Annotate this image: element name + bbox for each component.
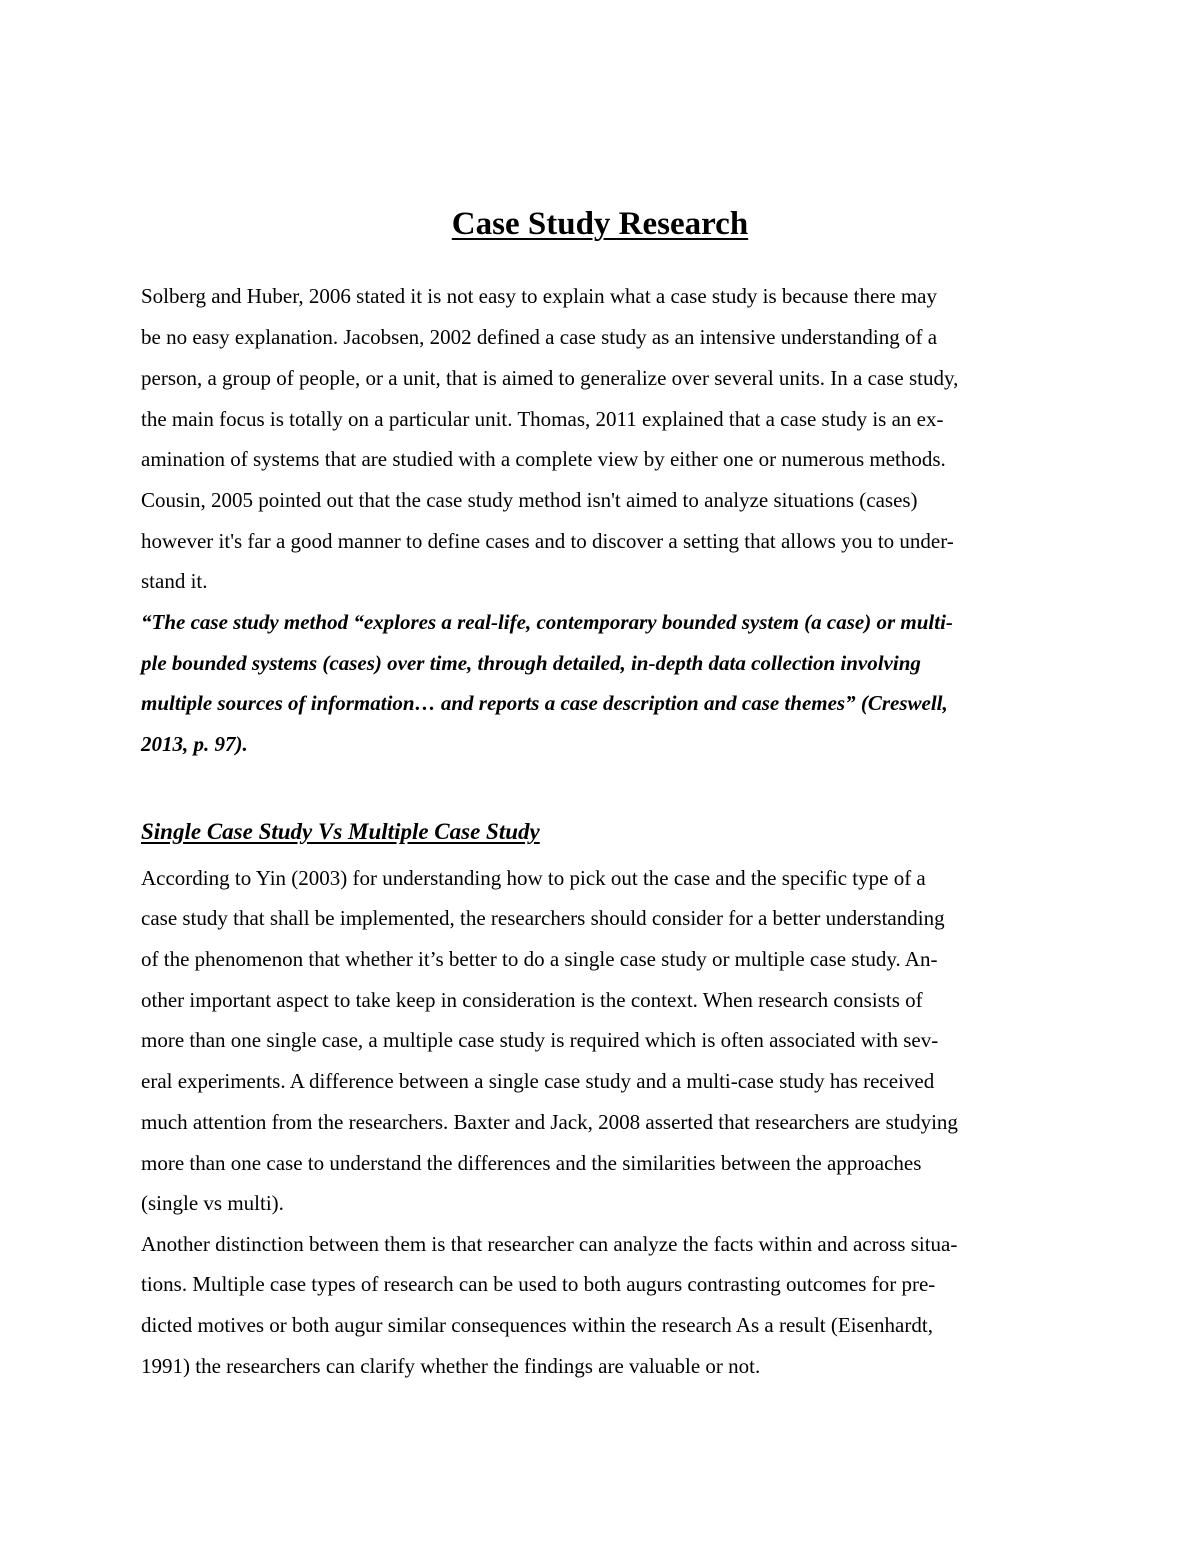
text-line: (single vs multi). (141, 1191, 284, 1215)
quote-line: 2013, p. 97). (141, 732, 248, 756)
text-line: amination of systems that are studied with a complete view by either one or numerous methods. (141, 447, 946, 471)
text-line: According to Yin (2003) for understanding how to pick out the case and the specific type of a (141, 866, 926, 890)
text-line: of the phenomenon that whether it’s better to do a single case study or multiple case study. An- (141, 947, 938, 971)
text-line: Cousin, 2005 pointed out that the case study method isn't aimed to analyze situations (cases) (141, 488, 918, 512)
quote-line: multiple sources of information… and reports a case description and case themes” (Creswell, (141, 691, 948, 715)
text-line: more than one case to understand the differences and the similarities between the approaches (141, 1151, 922, 1175)
text-line: tions. Multiple case types of research can be used to both augurs contrasting outcomes for pre- (141, 1272, 936, 1296)
text-line: stand it. (141, 569, 208, 593)
section-heading: Single Case Study Vs Multiple Case Study (141, 819, 540, 844)
text-line: person, a group of people, or a unit, that is aimed to generalize over several units. In a case study, (141, 366, 959, 390)
text-line: the main focus is totally on a particular unit. Thomas, 2011 explained that a case study is an ex- (141, 407, 944, 431)
text-line: other important aspect to take keep in consideration is the context. When research consists of (141, 988, 923, 1012)
text-line: more than one single case, a multiple case study is required which is often associated with sev- (141, 1028, 939, 1052)
quote-line: ple bounded systems (cases) over time, through detailed, in-depth data collection involving (141, 651, 921, 675)
text-line: be no easy explanation. Jacobsen, 2002 defined a case study as an intensive understanding of a (141, 325, 938, 349)
text-line: much attention from the researchers. Baxter and Jack, 2008 asserted that researchers are studying (141, 1110, 958, 1134)
text-line: case study that shall be implemented, the researchers should consider for a better understanding (141, 906, 945, 930)
text-line: eral experiments. A difference between a single case study and a multi-case study has received (141, 1069, 935, 1093)
text-line: however it's far a good manner to define cases and to discover a setting that allows you to under- (141, 529, 954, 553)
text-line: Another distinction between them is that researcher can analyze the facts within and across situa- (141, 1232, 958, 1256)
quote-line: “The case study method “explores a real-life, contemporary bounded system (a case) or multi- (141, 610, 953, 634)
text-line: Solberg and Huber, 2006 stated it is not easy to explain what a case study is because there may (141, 284, 937, 308)
text-line: dicted motives or both augur similar consequences within the research As a result (Eisenhardt, (141, 1313, 933, 1337)
document-title: Case Study Research (451, 206, 749, 242)
text-line: 1991) the researchers can clarify whether the findings are valuable or not. (141, 1354, 761, 1378)
